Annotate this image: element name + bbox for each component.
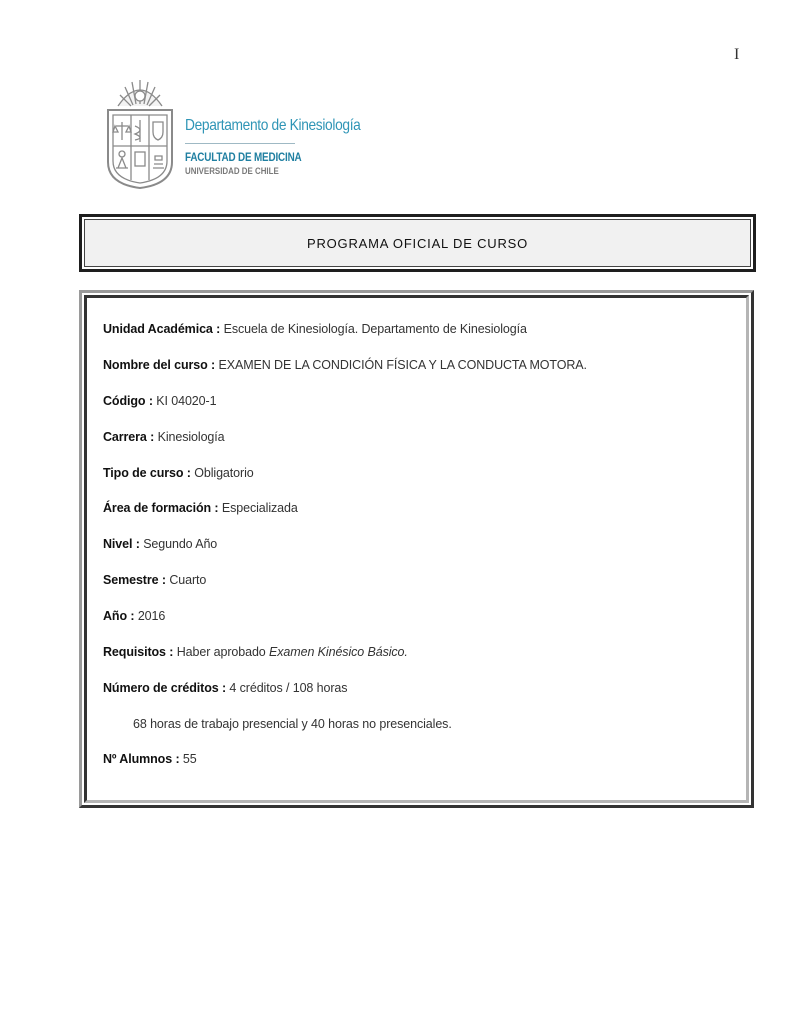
field-label: Tipo de curso : bbox=[103, 466, 191, 480]
field-label: Código : bbox=[103, 394, 153, 408]
university-seal-icon bbox=[104, 76, 176, 192]
logo-department-name: Departamento de Kinesiología bbox=[185, 117, 361, 134]
field-label: Número de créditos : bbox=[103, 681, 227, 695]
field-area-formacion bbox=[103, 501, 298, 515]
field-note: 68 horas de trabajo presencial y 40 horas no presenciales. bbox=[133, 717, 452, 731]
course-info-inner bbox=[84, 295, 749, 803]
field-label: Nº Alumnos : bbox=[103, 752, 180, 766]
field-nombre-curso bbox=[103, 358, 587, 372]
field-value: Cuarto bbox=[169, 573, 207, 587]
page-number: I bbox=[734, 46, 740, 63]
field-label: Carrera : bbox=[103, 430, 155, 444]
field-label: Requisitos : bbox=[103, 645, 174, 659]
field-value: Obligatorio bbox=[194, 466, 254, 480]
field-nivel bbox=[103, 537, 217, 551]
document-title: PROGRAMA OFICIAL DE CURSO bbox=[306, 235, 529, 251]
field-value: 55 bbox=[182, 752, 197, 766]
field-value: Especializada bbox=[221, 501, 298, 515]
field-alumnos bbox=[103, 752, 197, 766]
field-codigo bbox=[103, 394, 216, 408]
field-unidad-academica bbox=[103, 322, 527, 336]
field-horas-note bbox=[133, 717, 452, 731]
field-value-italic: Examen Kinésico Básico. bbox=[269, 645, 408, 659]
title-inner bbox=[84, 219, 751, 267]
field-label: Nivel : bbox=[103, 537, 140, 551]
field-value: Kinesiología bbox=[157, 430, 225, 444]
field-value: KI 04020-1 bbox=[156, 394, 217, 408]
field-label: Área de formación : bbox=[103, 501, 219, 515]
logo-divider bbox=[185, 143, 295, 144]
field-requisitos bbox=[103, 645, 408, 659]
field-carrera bbox=[103, 430, 225, 444]
field-value: Escuela de Kinesiología. Departamento de Kinesiología bbox=[223, 322, 527, 336]
field-label: Año : bbox=[103, 609, 135, 623]
field-label: Unidad Académica : bbox=[103, 322, 221, 336]
field-label: Semestre : bbox=[103, 573, 166, 587]
logo-faculty-name: FACULTAD DE MEDICINA bbox=[185, 152, 302, 164]
field-semestre bbox=[103, 573, 206, 587]
field-tipo-curso bbox=[103, 466, 254, 480]
field-value: EXAMEN DE LA CONDICIÓN FÍSICA Y LA CONDUCTA MOTORA. bbox=[218, 358, 587, 372]
logo-university-name: UNIVERSIDAD DE CHILE bbox=[185, 166, 279, 176]
field-value: 2016 bbox=[137, 609, 166, 623]
field-value: Segundo Año bbox=[143, 537, 218, 551]
field-value: 4 créditos / 108 horas bbox=[229, 681, 348, 695]
field-label: Nombre del curso : bbox=[103, 358, 216, 372]
title-box bbox=[79, 214, 756, 272]
field-ano bbox=[103, 609, 165, 623]
field-creditos bbox=[103, 681, 347, 695]
course-info-box bbox=[79, 290, 754, 808]
field-value: Haber aprobado bbox=[176, 645, 266, 659]
